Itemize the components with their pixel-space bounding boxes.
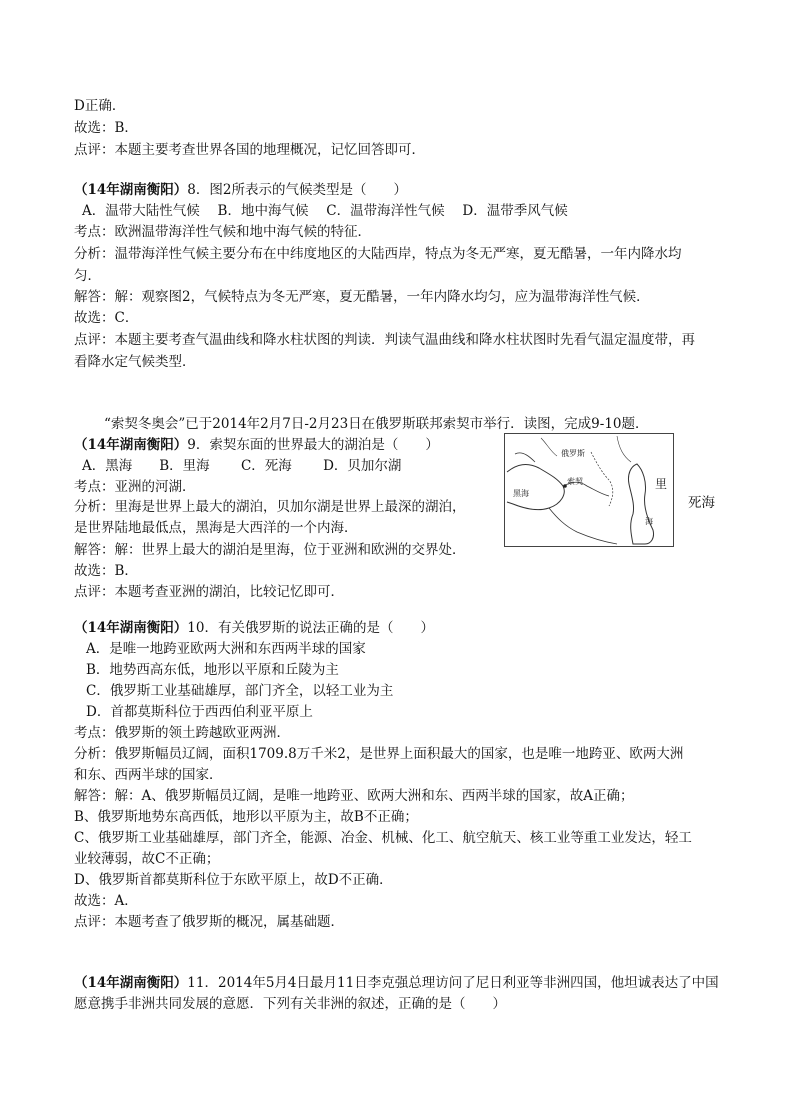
q9-question [74, 435, 439, 455]
q10-option-b: B．地势西高东低，地形以平原和丘陵为主 [86, 662, 339, 678]
q10-guxuan: 故选：A． [74, 893, 138, 909]
map-label-black-sea: 黑海 [513, 489, 529, 498]
sochi-map-drawing [505, 434, 673, 546]
q11-source: （14年湖南衡阳） [74, 975, 188, 991]
q10-kaodian: 考点：俄罗斯的领土跨越欧亚两洲． [74, 725, 290, 741]
q9-fenxi-2: 是世界陆地最低点，黑海是大西洋的一个内海． [74, 520, 358, 536]
map-label-russia: 俄罗斯 [561, 449, 585, 458]
q10-option-d: D．首都莫斯科位于西西伯利亚平原上 [86, 704, 313, 720]
q11-question-line-2: 愿意携手非洲共同发展的意愿．下列有关非洲的叙述，正确的是（ ） [74, 996, 506, 1012]
q10-fenxi-1: 分析：俄罗斯幅员辽阔，面积1709.8万千米2，是世界上面积最大的国家，也是唯一地跨亚、欧两大洲 [74, 746, 684, 762]
q10-source: （14年湖南衡阳） [74, 620, 188, 636]
q8-question [74, 180, 407, 200]
q9-fenxi-1: 分析：里海是世界上最大的湖泊，贝加尔湖是世界上最深的湖泊， [74, 499, 466, 515]
q9-guxuan: 故选：B． [74, 563, 138, 579]
q10-dianping: 点评：本题考查了俄罗斯的概况，属基础题． [74, 914, 344, 930]
q10-jieda-1: 解答：解：A、俄罗斯幅员辽阔，是唯一地跨亚、欧两大洲和东、西两半球的国家，故A正确； [74, 788, 634, 804]
q9-dianping: 点评：本题考查亚洲的湖泊，比较记忆即可． [74, 584, 344, 600]
q10-question-text: 10．有关俄罗斯的说法正确的是（ ） [187, 620, 434, 636]
q10-option-a: A．是唯一地跨亚欧两大洲和东西两半球的国家 [86, 641, 366, 657]
q8-dianping-1: 点评：本题主要考查气温曲线和降水柱状图的判读．判读气温曲线和降水柱状图时先看气温定温度带，再 [74, 332, 695, 348]
q9-jieda: 解答：解：世界上最大的湖泊是里海，位于亚洲和欧洲的交界处． [74, 542, 466, 558]
q8-guxuan: 故选：C． [74, 310, 139, 326]
map-label-sochi: 索契 [567, 477, 583, 486]
q9-options: A．黑海 B．里海 C．死海 D．贝加尔湖 [82, 458, 402, 474]
q10-jieda-4: 业较薄弱，故C不正确； [74, 851, 220, 867]
q8-fenxi-1: 分析：温带海洋性气候主要分布在中纬度地区的大陆西岸，特点为冬无严寒，夏无酷暑，一年内降水均 [74, 246, 682, 262]
q10-jieda-3: C、俄罗斯工业基础雄厚，部门齐全，能源、冶金、机械、化工、航空航天、核工业等重工业发达，轻工 [74, 830, 692, 846]
q8-jieda: 解答：解：观察图2，气候特点为冬无严寒，夏无酷暑，一年内降水均匀，应为温带海洋性气候． [74, 289, 650, 305]
map-label-caspian-1: 里 [655, 477, 668, 491]
q11-question-text: 11．2014年5月4日最月11日李克强总理访问了尼日利亚等非洲四国，他坦诚表达了中国 [187, 975, 719, 991]
caspian-sea-coast [628, 464, 653, 544]
q8-fenxi-2: 匀． [74, 268, 101, 284]
map-label-caspian-2: 海 [645, 517, 653, 526]
section-intro: “索契冬奥会”已于2014年2月7日-2月23日在俄罗斯联邦索契市举行．读图，完成9-10题． [104, 416, 649, 432]
q8-source: （14年湖南衡阳） [74, 182, 188, 198]
q8-kaodian: 考点：欧洲温带海洋性气候和地中海气候的特征． [74, 224, 371, 240]
q8-options: A．温带大陆性气候 B．地中海气候 C．温带海洋性气候 D．温带季风气候 [82, 203, 568, 219]
river-line [617, 436, 631, 462]
q9-question-text: 9．索契东面的世界最大的湖泊是（ ） [187, 437, 439, 453]
q7-answer-line: D正确． [74, 98, 126, 114]
q10-jieda-5: D、俄罗斯首都莫斯科位于东欧平原上，故D不正确． [74, 872, 393, 888]
river-line-west [541, 438, 557, 456]
q8-dianping-2: 看降水定气候类型． [74, 354, 196, 370]
q9-source: （14年湖南衡阳） [74, 437, 188, 453]
q9-kaodian: 考点：亚洲的河湖． [74, 479, 196, 495]
sochi-map [504, 433, 674, 547]
q10-question [74, 618, 434, 638]
country-border [591, 452, 613, 506]
turkey-coast [549, 508, 617, 544]
q9-fenxi-side: 死海 [688, 495, 715, 511]
q10-option-c: C．俄罗斯工业基础雄厚，部门齐全，以轻工业为主 [86, 683, 394, 699]
q7-choice-line: 故选：B． [74, 120, 138, 136]
black-sea-coast [507, 465, 564, 510]
coast-line-north [515, 453, 535, 462]
q11-question-line-1 [74, 973, 719, 993]
q8-question-text: 8．图2所表示的气候类型是（ ） [187, 182, 407, 198]
q7-comment-line: 点评：本题主要考查世界各国的地理概况，记忆回答即可． [74, 142, 425, 158]
q10-jieda-2: B、俄罗斯地势东高西低，地形以平原为主，故B不正确； [74, 809, 418, 825]
q10-fenxi-2: 和东、西两半球的国家． [74, 767, 223, 783]
